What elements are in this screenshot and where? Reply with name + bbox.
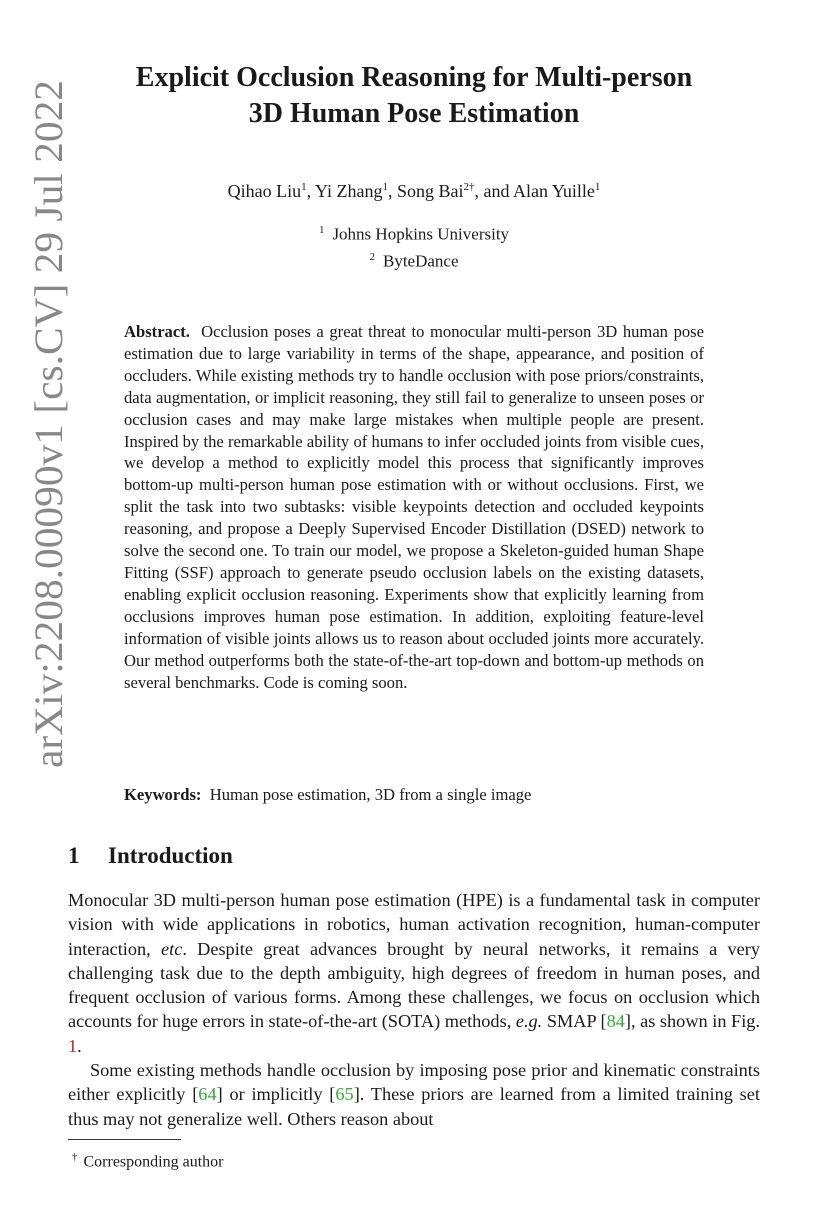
- affiliation-name: Johns Hopkins University: [332, 224, 510, 244]
- author-name: Song Bai: [397, 181, 464, 201]
- keywords: [124, 784, 704, 806]
- figure-link[interactable]: 1: [68, 1035, 78, 1056]
- affiliation-name: ByteDance: [382, 251, 459, 271]
- keywords-text: Human pose estimation, 3D from a single image: [209, 785, 532, 804]
- affiliations: [80, 219, 748, 272]
- introduction-body: [68, 888, 760, 1131]
- paragraph: [68, 888, 760, 1058]
- arxiv-identifier-stamp: [20, 78, 72, 768]
- paragraph: [68, 1058, 760, 1131]
- author-name: Alan Yuille: [513, 181, 595, 201]
- affiliation-row: [80, 219, 748, 246]
- citation-link[interactable]: 65: [335, 1084, 354, 1105]
- paragraph-text: ], as shown in Fig.: [624, 1011, 760, 1032]
- abstract-label: Abstract.: [124, 322, 190, 341]
- section-heading: [68, 842, 760, 870]
- footnote-rule: [68, 1139, 181, 1140]
- author-affiliation-mark: 2†: [463, 181, 475, 193]
- author-list: Qihao Liu$^1$, Yi Zhang$^1$, Song Bai$^{2\dagger}$, and Alan Yuille$^1$: [227, 181, 601, 201]
- author-affiliation-mark: 1: [301, 181, 307, 193]
- italic-text: e.g.: [515, 1011, 543, 1032]
- abstract: [124, 321, 704, 693]
- author-affiliation-mark: 1: [594, 181, 601, 193]
- section-title: Introduction: [108, 843, 233, 868]
- author-name: Qihao Liu: [227, 181, 302, 201]
- paragraph-text: . Despite great advances brought by neural networks, it remains a very challenging task due to the depth ambiguity, high degrees of freedom in human poses, and frequent occlusion of various forms. Among these challenges, we focus on occlusion which accounts for huge errors in state-of-the-art (SOTA) methods,: [68, 938, 761, 1032]
- section-number: 1: [68, 843, 80, 868]
- affiliation-row: [80, 246, 748, 273]
- paragraph-text: ]. These priors are learned from a limited training set thus may not generalize well. Others reason about: [68, 1084, 760, 1129]
- affiliation-mark: 1: [318, 224, 325, 236]
- author-affiliation-mark: 1: [382, 181, 388, 193]
- paragraph-text: Monocular 3D multi-person human pose estimation (HPE) is a fundamental task in computer vision with wide applications in robotics, human activation recognition, human-computer interaction,: [68, 890, 760, 959]
- keywords-label: Keywords:: [124, 785, 202, 804]
- paragraph-text: ] or implicitly [: [216, 1084, 336, 1105]
- paper-title: [80, 60, 748, 132]
- title-line-2: 3D Human Pose Estimation: [248, 98, 580, 129]
- footnote-mark: †: [72, 1151, 78, 1163]
- paragraph-text: Some existing methods handle occlusion by imposing pose prior and kinematic constraints either explicitly [: [68, 1060, 760, 1105]
- title-line-1: Explicit Occlusion Reasoning for Multi-person: [135, 62, 693, 93]
- footnote: [68, 1146, 760, 1173]
- paragraph-text: .: [77, 1035, 82, 1056]
- abstract-text: Occlusion poses a great threat to monocular multi-person 3D human pose estimation due to large variability in terms of the shape, appearance, and position of occluders. While existing methods try to handle occlusion with pose priors/constraints, data augmentation, or implicit reasoning, they still fail to generalize to unseen poses or occlusion cases and may make large mistakes when multiple people are present. Inspired by the remarkable ability of humans to infer occluded joints from visible cues, we develop a method to explicitly model this process that significantly improves bottom-up multi-person human pose estimation with or without occlusions. First, we split the task into two subtasks: visible keypoints detection and occluded keypoints reasoning, and propose a Deeply Supervised Encoder Distillation (DSED) network to solve the second one. To train our model, we propose a Skeleton-guided human Shape Fitting (SSF) approach to generate pseudo occlusion labels on the existing datasets, enabling explicit occlusion reasoning. Experiments show that explicitly learning from occlusions improves human pose estimation. In addition, exploiting feature-level information of visible joints allows us to reason about occluded joints more accurately. Our method outperforms both the state-of-the-art top-down and bottom-up methods on several benchmarks. Code is coming soon.: [124, 322, 704, 692]
- italic-text: etc: [161, 938, 183, 959]
- footnote-text: Corresponding author: [83, 1153, 224, 1171]
- affiliation-mark: 2: [369, 250, 375, 263]
- paragraph-text: SMAP [: [542, 1011, 607, 1032]
- citation-link[interactable]: 64: [198, 1084, 217, 1105]
- citation-link[interactable]: 84: [606, 1011, 625, 1032]
- arxiv-stamp-text: arXiv:2208.00090v1 [cs.CV] 29 Jul 2022: [26, 103, 71, 768]
- author-name: Yi Zhang: [315, 181, 383, 201]
